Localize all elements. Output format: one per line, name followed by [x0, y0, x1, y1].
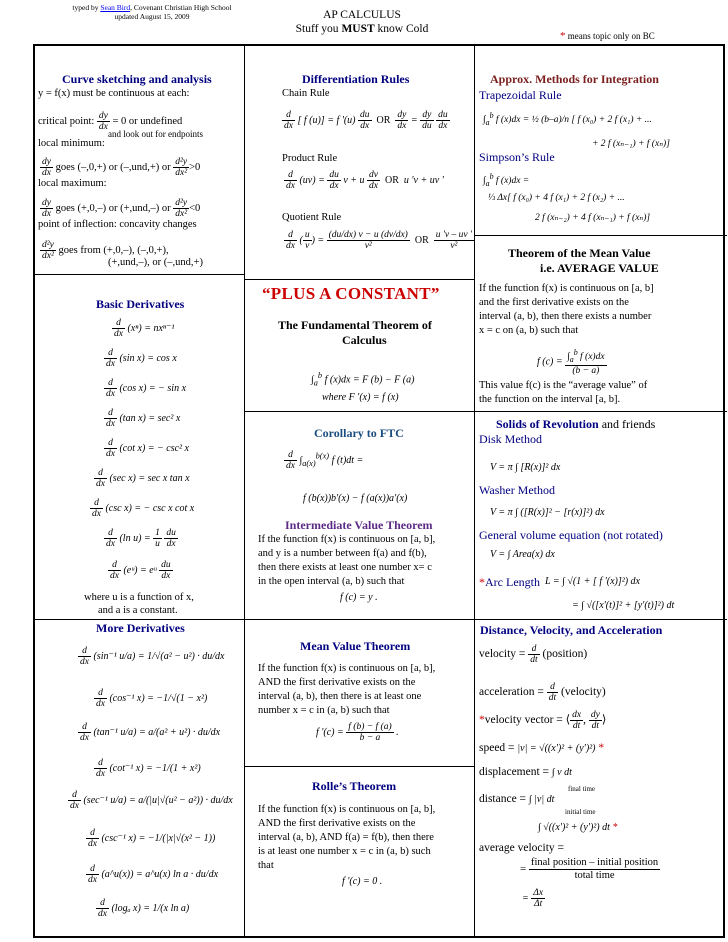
avg-value-text: interval (a, b), then there exists a number	[479, 311, 652, 322]
trapezoidal-formula-cont: + 2 f (xₙ₋₁) + f (xₙ)]	[592, 139, 670, 149]
plus-a-constant: “PLUS A CONSTANT”	[262, 284, 440, 303]
chain-rule-formula: $\frac{d}{dx}$ [ f (u)] = f '(u) $\frac{du}{dx}$ OR $\frac{dy}{dx}$ = $\frac{dy}{du}$ $\frac{du}{dx}$	[284, 110, 448, 131]
washer-method-label: Washer Method	[479, 483, 556, 497]
solids-title: Solids of Revolution and friends	[496, 417, 656, 431]
typed-by-label: typed by	[72, 3, 99, 12]
product-rule-label: Product Rule	[282, 153, 338, 164]
derivative-rule: $\frac{d}{dx}$ (tan⁻¹ u/a) = a/(a² + u²) · du/dx	[80, 722, 221, 743]
derivative-rule: $\frac{d}{dx}$ (logₐ x) = 1/(x ln a)	[98, 898, 190, 919]
ivt-title: Intermediate Value Theorem	[285, 518, 433, 532]
more-derivatives-title: More Derivatives	[96, 621, 185, 635]
updated-date: updated August 15, 2009	[114, 12, 190, 21]
rolle-formula: f '(c) = 0 .	[342, 876, 383, 887]
avg-value-title-2: i.e. AVERAGE VALUE	[540, 261, 659, 275]
ivt-text: in the open interval (a, b) such that	[258, 576, 405, 587]
approx-title: Approx. Methods for Integration	[490, 72, 659, 86]
ftc-where: where F '(x) = f (x)	[322, 392, 399, 403]
product-rule-formula: $\frac{d}{dx}$ (uv) = $\frac{du}{dx}$ v + u $\frac{dv}{dx}$ OR u 'v + uv '	[286, 170, 444, 191]
avg-value-formula: f (c) = $\frac{\int_a^b f (x)dx}{(b - a)}$	[537, 348, 605, 377]
avg-value-title: Theorem of the Mean Value	[508, 246, 651, 260]
divider	[244, 279, 474, 280]
dy-dx: $\frac{dy}{dx}$	[98, 111, 108, 132]
simpson-formula: $\int_a^b$ f (x)dx =	[483, 172, 530, 189]
corollary-formula-2: f (b(x))b'(x) − f (a(x))a'(x)	[303, 493, 408, 504]
ftc-formula: $\int_a^b$ f (x)dx = F (b) − F (a)	[311, 371, 415, 388]
derivative-rule: $\frac{d}{dx}$ (sin⁻¹ u/a) = 1/√(a² − u²) · du/dx	[80, 646, 225, 667]
author-link[interactable]: Sean Bird	[100, 3, 131, 12]
avg-value-text: This value f(c) is the “average value” of	[479, 380, 648, 391]
mvt-text: interval (a, b), then there is at least one	[258, 691, 422, 702]
derivative-rule: $\frac{d}{dx}$ (cot⁻¹ x) = −1/(1 + x²)	[96, 758, 201, 779]
bc-note: * means topic only on BC	[560, 30, 655, 42]
divider	[244, 411, 474, 412]
trapezoidal-label: Trapezoidal Rule	[479, 88, 562, 102]
course-title: AP CALCULUS	[323, 9, 401, 21]
curve-line: local minimum:	[38, 138, 105, 149]
curve-line: and look out for endpoints	[108, 129, 203, 139]
divider	[244, 46, 245, 936]
simpson-formula-line2: 2 f (xₙ₋₂) + 4 f (xₙ₋₁) + f (xₙ)]	[535, 213, 651, 223]
page-subtitle: Stuff you MUST know Cold	[295, 23, 429, 35]
displacement-line: displacement = ∫ v dt	[479, 766, 572, 778]
curve-line: critical point: $\frac{dy}{dx}$ = 0 or undefined	[38, 111, 183, 132]
acceleration-line: acceleration = $\frac{d}{dt}$ (velocity)	[479, 682, 606, 703]
derivative-rule: $\frac{d}{dx}$ (cot x) = − csc² x	[106, 438, 189, 459]
diff-title: Differentiation Rules	[302, 72, 410, 86]
simpson-formula-line1: ⅓ Δx[ f (x₀) + 4 f (x₁) + 2 f (x₂) + ...	[488, 193, 625, 203]
curve-line: local maximum:	[38, 178, 107, 189]
arc-length-label: *Arc Length	[479, 575, 540, 589]
speed-line: speed = |v| = √((x')² + (y')²) *	[479, 742, 605, 754]
header-credit	[52, 3, 252, 21]
derivative-rule: $\frac{d}{dx}$ (cos⁻¹ x) = −1/√(1 − x²)	[96, 688, 208, 709]
arc-length-formula-2: = ∫ √([x'(t)]² + [y'(t)]²) dt	[572, 600, 675, 611]
rolle-text: If the function f(x) is continuous on [a, b],	[258, 804, 436, 815]
avg-velocity-formula-2: = $\frac{\Delta x}{\Delta t}$	[522, 888, 544, 909]
mvt-text: number x = c in (a, b) such that	[258, 705, 390, 716]
divider	[244, 766, 474, 767]
general-volume-formula: V = ∫ Area(x) dx	[490, 549, 555, 560]
trapezoidal-formula: $\int_a^b$ f (x)dx = ½ (b–a)/n [ f (x₀) + 2 f (x₁) + ...	[483, 111, 652, 128]
simpson-label: Simpson’s Rule	[479, 150, 555, 164]
distance-line: distance = ∫ |v| dt	[479, 793, 555, 805]
derivative-rule: $\frac{d}{dx}$ (xⁿ) = nxⁿ⁻¹	[114, 318, 175, 339]
rolle-text: AND the first derivative exists on the	[258, 818, 416, 829]
curve-line: $\frac{\text{d²y}}{\text{dx²}}$ goes from (+,0,–), (–,0,+),	[42, 240, 169, 261]
velocity-vector-line: *velocity vector = ⟨ $\frac{dx}{dt}$ , $\frac{dy}{dt}$ ⟩	[479, 710, 607, 731]
avg-value-text: and the first derivative exists on the	[479, 297, 629, 308]
ivt-text: then there exists at least one number x= c	[258, 562, 432, 573]
corollary-title: Corollary to FTC	[314, 426, 404, 440]
basic-note: where u is a function of x,	[84, 592, 194, 603]
curve-line: point of inflection: concavity changes	[38, 219, 197, 230]
mvt-text: If the function f(x) is continuous on [a, b],	[258, 663, 436, 674]
ftc-title: The Fundamental Theorem of	[278, 318, 432, 332]
mvt-text: AND the first derivative exists on the	[258, 677, 416, 688]
curve-line: $\frac{dy}{dx}$ goes (+,0,–) or (+,und,–) or $\frac{\text{d²y}}{\text{dx²}}$ <0	[42, 198, 201, 219]
divider	[244, 619, 474, 620]
disk-method-formula: V = π ∫ [R(x)]² dx	[490, 462, 561, 473]
rolle-title: Rolle’s Theorem	[312, 779, 397, 793]
divider	[474, 411, 727, 412]
curve-line: y = f(x) must be continuous at each:	[38, 88, 190, 99]
avg-value-text: If the function f(x) is continuous on [a, b]	[479, 283, 654, 294]
basic-derivatives-title: Basic Derivatives	[96, 297, 185, 311]
derivative-rule: $\frac{d}{dx}$ (sec x) = sec x tan x	[96, 468, 190, 489]
arc-length-formula: L = ∫ √(1 + [ f '(x)]²) dx	[545, 576, 640, 587]
washer-method-formula: V = π ∫ ([R(x)]² − [r(x)]²) dx	[490, 507, 605, 518]
avg-velocity-formula: = $\frac{\text{final position – initial position}}{\text{total time}}$	[520, 857, 659, 881]
quotient-rule-label: Quotient Rule	[282, 212, 342, 223]
divider	[35, 619, 244, 620]
rolle-text: that	[258, 860, 274, 871]
initial-time-label: initial time	[565, 808, 596, 816]
ivt-formula: f (c) = y .	[340, 592, 378, 603]
derivative-rule: $\frac{d}{dx}$ (sin x) = cos x	[106, 348, 177, 369]
basic-note: and a is a constant.	[98, 605, 178, 616]
corollary-formula: $\frac{d}{dx}$ $\int_{a(x)}^{b(x)}$ f (t)dt =	[286, 450, 364, 471]
divider	[35, 274, 244, 275]
disk-method-label: Disk Method	[479, 432, 542, 446]
avg-value-text: x = c on (a, b) such that	[479, 325, 579, 336]
rolle-text: interval (a, b), AND f(a) = f(b), then there	[258, 832, 434, 843]
ivt-text: If the function f(x) is continuous on [a, b],	[258, 534, 436, 545]
chain-rule-label: Chain Rule	[282, 88, 330, 99]
ivt-text: and y is a number between f(a) and f(b),	[258, 548, 427, 559]
dva-title: Distance, Velocity, and Acceleration	[480, 623, 663, 637]
curve-line: (+,und,–), or (–,und,+)	[108, 257, 203, 268]
avg-value-text: the function on the interval [a, b].	[479, 394, 621, 405]
rolle-text: is at least one number x = c in (a, b) such	[258, 846, 431, 857]
school-name: , Covenant Christian High School	[130, 3, 232, 12]
curve-line: $\frac{dy}{dx}$ goes (–,0,+) or (–,und,+) or $\frac{\text{d²y}}{\text{dx²}}$ >0	[42, 157, 201, 178]
derivative-rule: $\frac{d}{dx}$ (eᵘ) = eᵘ $\frac{du}{dx}$	[110, 560, 171, 581]
distance-formula-2: ∫ √((x')² + (y')²) dt *	[538, 822, 618, 833]
divider	[474, 619, 727, 620]
velocity-line: velocity = $\frac{d}{dt}$ (position)	[479, 644, 588, 665]
derivative-rule: $\frac{d}{dx}$ (csc x) = − csc x cot x	[92, 498, 195, 519]
page-title	[262, 8, 462, 36]
avg-velocity-line: average velocity =	[479, 842, 565, 854]
derivative-rule: $\frac{d}{dx}$ (cos x) = − sin x	[106, 378, 187, 399]
derivative-rule: $\frac{d}{dx}$ (sec⁻¹ u/a) = a/(|u|√(u² − a²)) · du/dx	[70, 790, 233, 811]
derivative-rule: $\frac{d}{dx}$ (a^u(x)) = a^u(x) ln a · du/dx	[88, 864, 219, 885]
divider	[474, 46, 475, 936]
derivative-rule: $\frac{d}{dx}$ (ln u) = $\frac{1}{u}$ $\frac{du}{dx}$	[106, 528, 176, 549]
mvt-title: Mean Value Theorem	[300, 639, 411, 653]
derivative-rule: $\frac{d}{dx}$ (tan x) = sec² x	[106, 408, 181, 429]
divider	[474, 235, 727, 236]
quotient-rule-formula: $\frac{d}{dx}$ ( $\frac{u}{v}$ ) = $\frac{(du/dx) v - u (dv/dx)}{\text{v²}}$ OR $\frac{u 'v - uv '}{\text{v²}}$	[286, 230, 473, 251]
ftc-title-2: Calculus	[342, 333, 387, 347]
final-time-label: final time	[568, 785, 596, 793]
mvt-formula: f '(c) = $\frac{f (b) - f (a)}{b - a}$ .	[316, 722, 399, 743]
derivative-rule: $\frac{d}{dx}$ (csc⁻¹ x) = −1/(|x|√(x² − 1))	[88, 828, 216, 849]
general-volume-label: General volume equation (not rotated)	[479, 528, 663, 542]
curve-title: Curve sketching and analysis	[62, 72, 212, 86]
